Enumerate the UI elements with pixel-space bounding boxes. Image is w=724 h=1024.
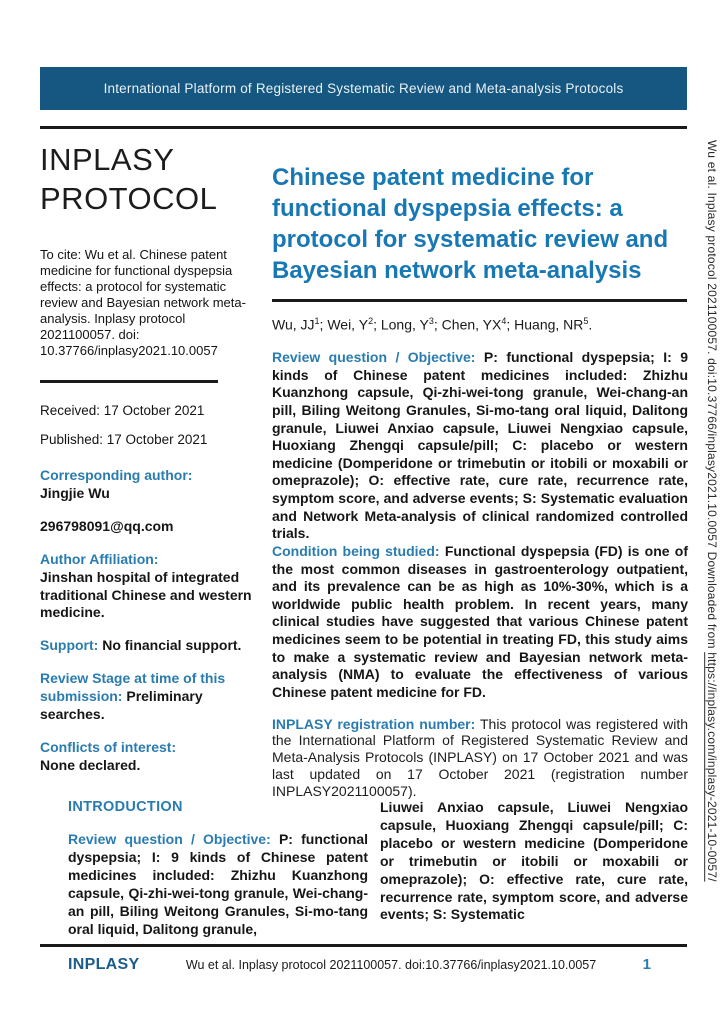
- authors-suffix: .: [588, 316, 593, 333]
- review-stage-block: [40, 670, 254, 724]
- abstract-paragraphs: [272, 349, 688, 799]
- inplasy-masthead: [40, 140, 217, 218]
- author-superscript: 1: [314, 316, 320, 326]
- author-superscript: 5: [583, 316, 589, 326]
- review-stage-label: Review Stage at time of this submission:: [40, 670, 226, 705]
- journal-banner-text: International Platform of Registered Systematic Review and Meta-analysis Protocols: [103, 81, 624, 96]
- masthead-line2: PROTOCOL: [40, 181, 218, 217]
- watermark-text: Wu et al. Inplasy protocol 2021100057. doi:10.37766/inplasy2021.10.0057 Downloaded from: [705, 140, 719, 653]
- conflicts-value: None declared.: [40, 756, 141, 773]
- author-name: Wu, JJ: [272, 316, 315, 333]
- review-question-paragraph: [272, 349, 688, 543]
- footer-rule: [40, 944, 687, 947]
- published-date: Published: 17 October 2021: [40, 432, 208, 447]
- affiliation-label: Author Affiliation:: [40, 550, 159, 567]
- introduction-heading: INTRODUCTION: [68, 799, 183, 815]
- conflicts-label: Conflicts of interest:: [40, 738, 177, 755]
- author-name: ; Huang, NR: [506, 316, 584, 333]
- support-value: No financial support.: [102, 637, 242, 654]
- registration-paragraph: [272, 716, 688, 800]
- condition-paragraph: [272, 543, 688, 702]
- corresponding-author-label: Corresponding author:: [40, 467, 193, 483]
- journal-banner: [40, 67, 687, 110]
- article-title: Chinese patent medicine for functional dyspepsia effects: a protocol for systematic review and Bayesian network meta-analysis: [272, 164, 669, 284]
- review-question-text: P: functional dyspepsia; I: 9 kinds of Chinese patent medicines included: Zhizhu Kuanzhong capsule, Qi-zhi-wei-tong granule, Wei-chang-an pill, Biling Weitong Granules, Si-mo-tang oral liquid, Dalitong granule, Liuwei Anxiao capsule, Liuwei Nengxiao capsule, Huoxiang Zhengqi capsule/pill; C: placebo or western medicine (Domperidone or trimebutin or itobili or moxabili or omeprazole); O: effective rate, cure rate, recurrence rate, symptom score, and adverse events; S: Systematic evaluation and Network Meta-analysis of clinical randomized controlled trials.: [272, 349, 689, 542]
- introduction-left-label: Review question / Objective:: [68, 831, 271, 847]
- footer-page-number: 1: [642, 956, 651, 973]
- page-footer: [40, 956, 687, 974]
- email-text: 296798091@qq.com: [40, 517, 174, 534]
- introduction-left-text: P: functional dyspepsia; I: 9 kinds of Chinese patent medicines included: Zhizhu Kuanzhong capsule, Qi-zhi-wei-tong granule, Wei-chang-an pill, Biling Weitong Granules, Si-mo-tang oral liquid, Dalitong granule,: [68, 831, 369, 937]
- top-rule: [40, 126, 687, 129]
- author-name: ; Wei, Y: [319, 316, 369, 333]
- author-superscript: 4: [501, 316, 507, 326]
- registration-text: This protocol was registered with the International Platform of Registered Systematic Review and Meta-Analysis Protocols (INPLASY) on 17 October 2021 and was last updated on 17 October 2021 (registration number INPLASY2021100057).: [272, 715, 688, 799]
- affiliation-value: Jinshan hospital of integrated traditional Chinese and western medicine.: [40, 568, 252, 621]
- email-block: [40, 518, 254, 536]
- support-label: Support:: [40, 637, 99, 654]
- conflicts-block: [40, 739, 254, 775]
- sidebar-rule: [40, 380, 218, 383]
- author-superscript: 2: [368, 316, 374, 326]
- introduction-left-column: [68, 831, 368, 938]
- download-url-link[interactable]: https://inplasy.com/inplasy-2021-10-0057/: [705, 652, 719, 882]
- review-question-label: Review question / Objective:: [272, 349, 476, 365]
- review-stage-value: Preliminary searches.: [40, 688, 203, 723]
- author-superscript: 3: [428, 316, 434, 326]
- sidebar-sections: [40, 467, 254, 790]
- condition-text: Functional dyspepsia (FD) is one of the most common diseases in gastroenterology outpatient, and its prevalence can be as high as 10%-30%, which is a worldwide public health problem. In recent years, many clinical studies have suggested that various Chinese patent medicines seem to be potential in treating FD, this study aims to make a systematic review and Bayesian network meta-analysis (NMA) to evaluate the effectiveness of various Chinese patent medicine for FD.: [272, 542, 689, 700]
- footer-brand: INPLASY: [68, 956, 140, 973]
- introduction-right-column: [380, 799, 688, 924]
- support-block: [40, 637, 254, 655]
- authors-line: [272, 316, 688, 333]
- registration-label: INPLASY registration number:: [272, 715, 476, 732]
- footer-citation: Wu et al. Inplasy protocol 2021100057. doi:10.37766/inplasy2021.10.0057: [185, 958, 597, 972]
- affiliation-block: [40, 551, 254, 623]
- introduction-right-text: Liuwei Anxiao capsule, Liuwei Nengxiao capsule, Huoxiang Zhengqi capsule/pill; C: placebo or western medicine (Domperidone or trimebutin or itobili or moxabili or omeprazole); O: effective rate, cure rate, recurrence rate, symptom score, and adverse events; S: Systematic: [380, 799, 688, 923]
- citation-note: To cite: Wu et al. Chinese patent medicine for functional dyspepsia effects: a protocol for systematic review and Bayesian network meta-analysis. Inplasy protocol 2021100057. doi: 10.37766/inplasy2021.10.0057: [40, 247, 246, 358]
- masthead-line1: INPLASY: [40, 142, 175, 177]
- author-name: ; Chen, YX: [433, 316, 502, 333]
- corresponding-author-block: [40, 467, 254, 503]
- corresponding-author-name: Jingjie Wu: [40, 484, 110, 501]
- sidebar-watermark: [693, 140, 719, 1000]
- condition-label: Condition being studied:: [272, 542, 440, 559]
- received-date: Received: 17 October 2021: [40, 403, 205, 418]
- author-name: ; Long, Y: [373, 316, 429, 333]
- title-rule: [272, 299, 687, 302]
